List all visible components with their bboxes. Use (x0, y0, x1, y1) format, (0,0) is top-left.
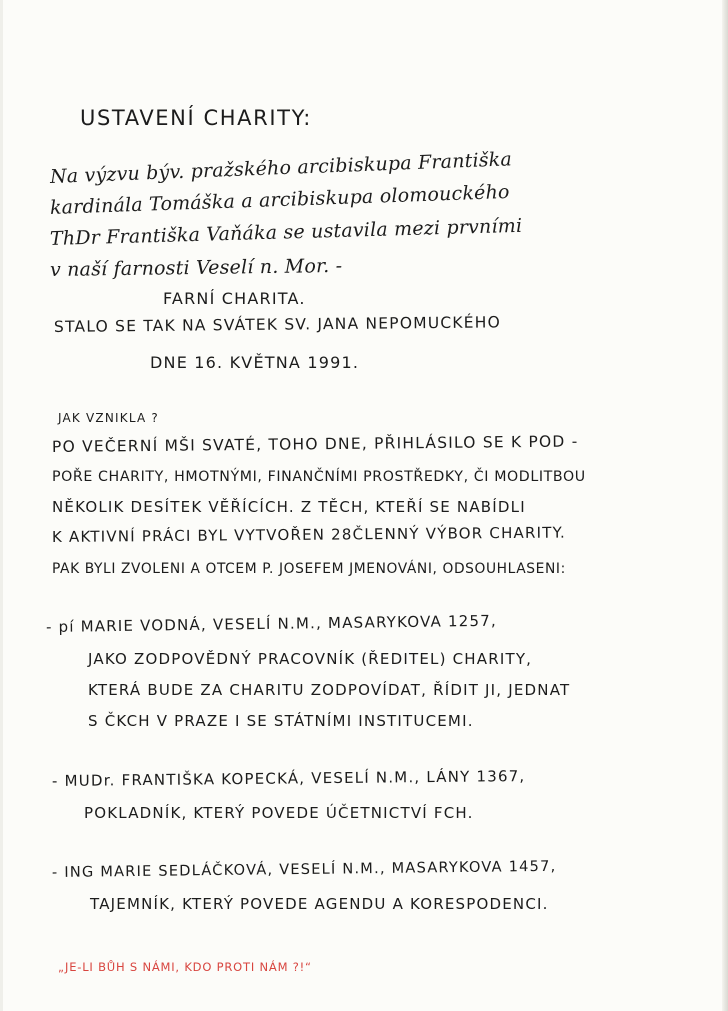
entry-1-line-1: - pí MARIE VODNÁ, VESELÍ N.M., MASARYKOVA 1257, (45, 611, 498, 636)
entry-2-line-2: POKLADNÍK, KTERÝ POVEDE ÚČETNICTVÍ FCH. (84, 804, 474, 822)
entry-1-line-2: JAKO ZODPOVĚDNÝ PRACOVNÍK (ŘEDITEL) CHARITY, (88, 650, 533, 668)
founded-name: FARNÍ CHARITA. (163, 289, 306, 308)
entry-2-line-1: - MUDr. FRANTIŠKA KOPECKÁ, VESELÍ N.M., LÁNY 1367, (51, 767, 526, 790)
entry-3-line-2: TAJEMNÍK, KTERÝ POVEDE AGENDU A KORESPODENCI. (90, 895, 549, 913)
intro-line-1: Na výzvu býv. pražského arcibiskupa Františka (49, 148, 513, 188)
entry-1-line-4: S ČKCH V PRAZE I SE STÁTNÍMI INSTITUCEMI. (88, 712, 474, 730)
intro-line-3: ThDr Františka Vaňáka se ustavila mezi prvními (49, 214, 523, 250)
body-line-3: NĚKOLIK DESÍTEK VĚŘÍCÍCH. Z TĚCH, KTEŘÍ SE NABÍDLI (52, 498, 526, 516)
page-title: USTAVENÍ CHARITY: (80, 106, 312, 130)
motto-quote: „JE-LI BŮH S NÁMI, KDO PROTI NÁM ?!“ (58, 960, 312, 974)
founded-date: DNE 16. KVĚTNA 1991. (150, 353, 360, 372)
founded-line: STALO SE TAK NA SVÁTEK SV. JANA NEPOMUCKÉHO (53, 313, 502, 336)
section-heading: JAK VZNIKLA ? (58, 411, 159, 425)
paper-right-edge (722, 0, 728, 1011)
entry-3-line-1: - ING MARIE SEDLÁČKOVÁ, VESELÍ N.M., MASARYKOVA 1457, (51, 857, 557, 881)
entry-1-line-3: KTERÁ BUDE ZA CHARITU ZODPOVÍDAT, ŘÍDIT JI, JEDNAT (88, 681, 571, 699)
intro-line-4: v naší farnosti Veselí n. Mor. - (49, 254, 343, 281)
body-line-4: K AKTIVNÍ PRÁCI BYL VYTVOŘEN 28ČLENNÝ VÝBOR CHARITY. (51, 523, 566, 546)
body-line-2: POŘE CHARITY, HMOTNÝMI, FINANČNÍMI PROSTŘEDKY, ČI MODLITBOU (52, 469, 586, 485)
body-line-5: PAK BYLI ZVOLENI A OTCEM P. JOSEFEM JMENOVÁNI, ODSOUHLASENI: (52, 561, 566, 577)
paper-left-edge (0, 0, 3, 1011)
intro-line-2: kardinála Tomáška a arcibiskupa olomouckého (49, 180, 510, 219)
body-line-1: PO VEČERNÍ MŠI SVATÉ, TOHO DNE, PŘIHLÁSILO SE K POD - (51, 432, 579, 456)
